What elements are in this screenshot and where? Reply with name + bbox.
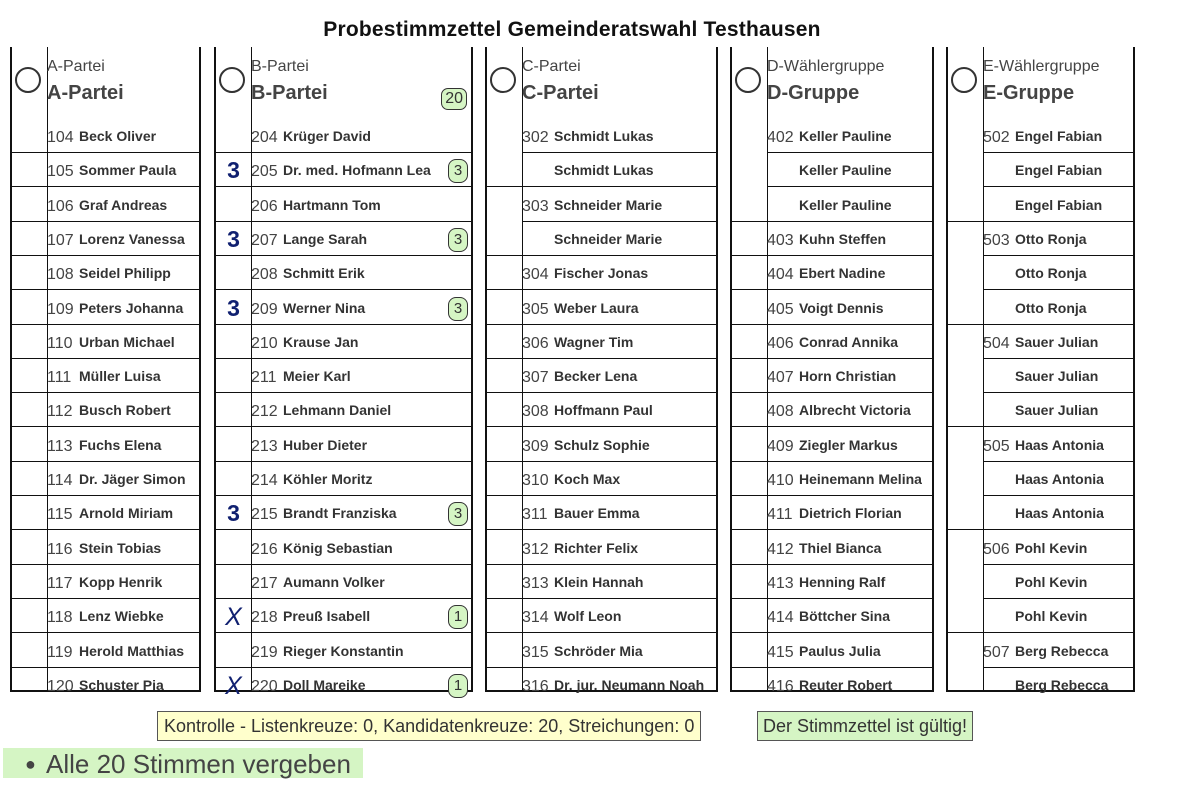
candidate-row[interactable] [216,565,471,599]
candidate-name: Sauer Julian [1015,333,1099,350]
candidate-number: 213 [251,437,278,455]
candidate-row[interactable] [12,325,199,359]
candidate-name: Keller Pauline [799,162,892,179]
candidate-name: Pohl Kevin [1015,539,1088,556]
candidate-row[interactable] [732,462,932,496]
candidate-name: Keller Pauline [799,128,892,144]
list-vote-circle[interactable] [490,67,516,93]
candidate-name: Schmidt Lukas [554,162,654,179]
candidate-row[interactable] [948,462,1133,496]
candidate-row[interactable] [732,188,932,222]
candidate-row[interactable] [732,291,932,325]
candidate-row[interactable] [948,531,1133,565]
candidate-name: Lorenz Vanessa [79,230,185,247]
candidate-row[interactable] [487,256,716,290]
candidate-vote-count: 1 [448,674,468,698]
candidate-number: 114 [47,472,73,489]
candidate-name: Bauer Emma [554,505,640,522]
candidate-row[interactable] [487,359,716,393]
candidate-row[interactable] [12,153,199,187]
candidate-number: 402 [767,129,794,146]
candidate-name: Busch Robert [79,402,171,419]
candidate-row[interactable] [732,599,932,633]
handwritten-mark: 3 [227,294,240,321]
candidate-row[interactable] [487,565,716,599]
candidate-name: Pohl Kevin [1015,573,1088,590]
candidate-number: 119 [47,643,73,661]
candidate-name: Koch Max [554,471,621,487]
candidate-number: 117 [47,574,73,592]
candidate-name: Preuß Isabell [283,608,371,625]
candidate-row[interactable] [12,565,199,599]
candidate-name: Brandt Franziska [283,505,397,522]
candidate-row[interactable] [487,531,716,565]
candidate-name: Sauer Julian [1015,402,1099,419]
candidate-row[interactable] [216,496,471,530]
handwritten-mark: 3 [227,500,240,527]
candidate-number: 504 [983,334,1010,352]
candidate-name: Ebert Nadine [799,265,886,282]
candidate-name: Urban Michael [79,333,175,350]
candidate-name: Richter Felix [554,539,639,556]
candidate-number: 104 [47,129,74,146]
candidate-name: Schneider Marie [554,230,663,247]
candidate-row[interactable] [216,359,471,393]
party-name: B-Partei [251,82,328,104]
candidate-number: 115 [47,506,73,524]
summary-text: Alle 20 Stimmen vergeben [46,749,351,779]
party-column-e [946,47,1135,692]
candidate-row[interactable] [732,359,932,393]
candidate-number: 503 [983,231,1010,249]
candidate-vote-count: 3 [448,502,468,526]
candidate-number: 404 [767,266,794,284]
candidate-number: 107 [47,231,74,249]
candidate-row[interactable] [948,291,1133,325]
candidate-row[interactable] [12,428,199,462]
candidate-row[interactable] [732,668,932,702]
candidate-number: 204 [251,129,278,146]
candidate-row[interactable] [216,428,471,462]
candidate-name: Otto Ronja [1015,265,1087,282]
candidate-number: 211 [251,369,277,387]
candidate-number: 303 [522,197,549,215]
candidate-number: 206 [251,197,278,215]
candidate-name: Dr. med. Hofmann Lea [283,162,431,179]
candidate-number: 113 [47,437,73,455]
candidate-number: 212 [251,403,278,421]
candidate-vote-count: 3 [448,297,468,321]
party-header [487,47,716,109]
candidate-row[interactable] [732,119,932,153]
candidate-name: Dr. Jäger Simon [79,471,186,487]
candidate-row[interactable] [487,222,716,256]
candidate-name: Schmitt Erik [283,265,365,282]
candidate-name: Stein Tobias [79,539,162,556]
party-column-d [730,47,934,695]
candidate-number: 112 [47,403,73,421]
candidate-vote-count: 3 [448,159,468,183]
candidate-name: Dr. jur. Neumann Noah [554,676,705,693]
candidate-row[interactable] [948,153,1133,187]
candidate-number: 217 [251,574,278,592]
candidate-number: 315 [522,643,549,661]
summary-list-item [3,748,363,778]
party-name: E-Gruppe [983,82,1075,104]
candidate-name: Schuster Pia [79,676,164,693]
candidate-number: 209 [251,300,278,318]
candidate-name: Schröder Mia [554,642,643,659]
candidate-row[interactable] [732,565,932,599]
candidate-name: Köhler Moritz [283,471,373,487]
candidate-row[interactable] [948,634,1133,668]
candidate-name: Dietrich Florian [799,505,902,522]
candidate-number: 414 [767,609,794,627]
candidate-name: Doll Mareike [283,676,366,693]
candidate-number: 207 [251,231,278,249]
candidate-number: 310 [522,472,549,489]
candidate-row[interactable] [12,531,199,565]
candidate-number: 302 [522,129,549,146]
party-column-b [214,47,473,700]
candidate-row[interactable] [12,496,199,530]
candidate-number: 215 [251,506,278,524]
candidate-row[interactable] [487,462,716,496]
candidate-number: 106 [47,197,74,215]
candidate-name: Engel Fabian [1015,196,1103,213]
candidate-number: 111 [47,369,72,387]
candidate-row[interactable] [216,325,471,359]
candidate-row[interactable] [732,325,932,359]
candidate-name: Wagner Tim [554,333,634,350]
candidate-row[interactable] [948,496,1133,530]
candidate-name: Berg Rebecca [1015,642,1109,659]
candidate-name: Pohl Kevin [1015,608,1088,625]
party-header [948,47,1133,109]
candidate-number: 415 [767,643,794,661]
candidate-row[interactable] [487,668,716,702]
candidate-number: 410 [767,472,794,489]
candidate-name: Lange Sarah [283,230,368,247]
candidate-row[interactable] [732,634,932,668]
candidate-row[interactable] [487,496,716,530]
party-label: D-Wählergruppe [767,58,885,75]
handwritten-mark: X [225,603,242,632]
party-header [216,47,471,109]
candidate-number: 416 [767,677,794,695]
candidate-row[interactable] [12,599,199,633]
candidate-number: 505 [983,437,1010,455]
candidate-name: Ziegler Markus [799,436,898,453]
candidate-number: 313 [522,574,549,592]
candidate-name: Beck Oliver [79,128,157,144]
candidate-row[interactable] [948,393,1133,427]
candidate-name: Keller Pauline [799,196,892,213]
candidate-row[interactable] [948,188,1133,222]
candidate-row[interactable] [216,256,471,290]
candidate-number: 316 [522,677,549,695]
candidate-number: 214 [251,472,278,489]
candidate-row[interactable] [948,565,1133,599]
candidate-row[interactable] [487,153,716,187]
candidate-row[interactable] [948,325,1133,359]
candidate-name: Fuchs Elena [79,436,162,453]
candidate-name: Weber Laura [554,299,639,316]
candidate-row[interactable] [216,153,471,187]
candidate-number: 108 [47,266,74,284]
candidate-name: Henning Ralf [799,573,886,590]
candidate-name: Fischer Jonas [554,265,649,282]
bullet-icon: ● [25,754,36,774]
candidate-number: 216 [251,540,278,558]
candidate-number: 309 [522,437,549,455]
candidate-vote-count: 1 [448,605,468,629]
candidate-name: Kopp Henrik [79,573,163,590]
candidate-name: Meier Karl [283,368,351,385]
candidate-name: Otto Ronja [1015,299,1087,316]
party-label: B-Partei [251,58,309,75]
candidate-name: Böttcher Sina [799,608,891,625]
candidate-number: 408 [767,403,794,421]
candidate-name: Sauer Julian [1015,368,1099,385]
candidate-number: 413 [767,574,794,592]
candidate-row[interactable] [216,634,471,668]
party-header [732,47,932,109]
candidate-number: 219 [251,643,278,661]
candidate-name: Reuter Robert [799,676,893,693]
party-label: A-Partei [47,58,105,75]
candidate-number: 116 [47,540,73,558]
candidate-name: Krause Jan [283,333,359,350]
party-header [12,47,199,109]
candidate-row[interactable] [487,325,716,359]
candidate-name: Haas Antonia [1015,471,1104,487]
control-status: Kontrolle - Listenkreuze: 0, Kandidatenkreuze: 20, Streichungen: 0 [157,711,701,741]
candidate-number: 411 [767,506,793,524]
candidate-row[interactable] [732,256,932,290]
candidate-name: Haas Antonia [1015,505,1104,522]
candidate-number: 220 [251,677,278,695]
candidate-row[interactable] [732,153,932,187]
party-vote-total: 20 [441,88,467,110]
candidate-row[interactable] [732,531,932,565]
party-name: C-Partei [522,82,599,104]
candidate-name: Hartmann Tom [283,196,381,213]
party-column-a [10,47,201,695]
candidate-row[interactable] [216,393,471,427]
candidate-number: 205 [251,163,278,181]
candidate-number: 403 [767,231,794,249]
candidate-row[interactable] [487,188,716,222]
candidate-number: 305 [522,300,549,318]
candidate-row[interactable] [12,634,199,668]
candidate-number: 502 [983,129,1010,146]
candidate-number: 412 [767,540,794,558]
candidate-name: Seidel Philipp [79,265,171,282]
candidate-name: Thiel Bianca [799,539,882,556]
candidate-row[interactable] [12,462,199,496]
candidate-name: Peters Johanna [79,299,184,316]
candidate-row[interactable] [487,119,716,153]
candidate-number: 407 [767,369,794,387]
candidate-name: Huber Dieter [283,436,368,453]
candidate-row[interactable] [12,256,199,290]
candidate-name: Herold Matthias [79,642,185,659]
candidate-row[interactable] [732,393,932,427]
candidate-name: Berg Rebecca [1015,676,1109,693]
candidate-row[interactable] [12,119,199,153]
candidate-name: Arnold Miriam [79,505,174,522]
candidate-row[interactable] [216,188,471,222]
candidate-number: 109 [47,300,74,318]
candidate-name: Engel Fabian [1015,128,1103,144]
candidate-row[interactable] [487,291,716,325]
candidate-number: 307 [522,369,549,387]
handwritten-mark: X [225,671,242,700]
candidate-row[interactable] [216,599,471,633]
candidate-name: Albrecht Victoria [799,402,911,419]
candidate-row[interactable] [948,256,1133,290]
candidate-name: Schmidt Lukas [554,128,654,144]
list-vote-circle[interactable] [735,67,761,93]
candidate-number: 218 [251,609,278,627]
candidate-row[interactable] [948,599,1133,633]
party-label: C-Partei [522,58,581,75]
candidate-number: 314 [522,609,549,627]
candidate-name: Voigt Dennis [799,299,884,316]
candidate-number: 406 [767,334,794,352]
candidate-name: Krüger David [283,128,371,144]
candidate-number: 506 [983,540,1010,558]
ballot-title: Probestimmzettel Gemeinderatswahl Testhausen [323,18,821,41]
candidate-row[interactable] [216,119,471,153]
candidate-row[interactable] [216,668,471,702]
candidate-row[interactable] [732,496,932,530]
list-vote-circle[interactable] [219,67,245,93]
candidate-number: 210 [251,334,278,352]
candidate-row[interactable] [12,188,199,222]
candidate-name: Sommer Paula [79,162,177,179]
candidate-row[interactable] [487,634,716,668]
candidate-name: König Sebastian [283,539,393,556]
candidate-name: Aumann Volker [283,573,385,590]
candidate-row[interactable] [487,428,716,462]
candidate-name: Conrad Annika [799,333,899,350]
candidate-number: 311 [522,506,548,524]
candidate-row[interactable] [948,428,1133,462]
candidate-number: 507 [983,643,1010,661]
candidate-name: Schneider Marie [554,196,663,213]
candidate-row[interactable] [12,393,199,427]
candidate-row[interactable] [948,359,1133,393]
candidate-number: 308 [522,403,549,421]
candidate-number: 306 [522,334,549,352]
candidate-name: Graf Andreas [79,196,168,213]
candidate-name: Otto Ronja [1015,230,1087,247]
handwritten-mark: 3 [227,157,240,184]
candidate-row[interactable] [948,668,1133,702]
candidate-row[interactable] [12,359,199,393]
party-column-c [485,47,718,695]
candidate-name: Lehmann Daniel [283,402,392,419]
candidate-row[interactable] [732,428,932,462]
candidate-row[interactable] [216,291,471,325]
candidate-name: Schulz Sophie [554,436,650,453]
candidate-number: 120 [47,677,74,695]
candidate-name: Heinemann Melina [799,471,922,487]
candidate-row[interactable] [216,462,471,496]
candidate-name: Paulus Julia [799,642,881,659]
candidate-row[interactable] [12,668,199,702]
candidate-vote-count: 3 [448,228,468,252]
candidate-name: Werner Nina [283,299,366,316]
candidate-row[interactable] [12,222,199,256]
candidate-row[interactable] [732,222,932,256]
candidate-name: Wolf Leon [554,608,622,625]
candidate-name: Engel Fabian [1015,162,1103,179]
list-vote-circle[interactable] [951,67,977,93]
candidate-row[interactable] [948,119,1133,153]
candidate-name: Lenz Wiebke [79,608,164,625]
candidate-number: 312 [522,540,549,558]
candidate-number: 118 [47,609,73,627]
candidate-row[interactable] [487,599,716,633]
candidate-name: Müller Luisa [79,368,161,385]
candidate-number: 304 [522,266,549,284]
candidate-row[interactable] [216,222,471,256]
candidate-name: Kuhn Steffen [799,230,887,247]
party-label: E-Wählergruppe [983,58,1100,75]
candidate-row[interactable] [948,222,1133,256]
party-name: A-Partei [47,82,124,104]
candidate-name: Horn Christian [799,368,897,385]
list-vote-circle[interactable] [15,67,41,93]
candidate-number: 105 [47,163,74,181]
candidate-number: 405 [767,300,794,318]
candidate-row[interactable] [487,393,716,427]
candidate-name: Hoffmann Paul [554,402,653,419]
candidate-row[interactable] [216,531,471,565]
candidate-name: Haas Antonia [1015,436,1104,453]
candidate-number: 208 [251,266,278,284]
candidate-number: 110 [47,334,73,352]
handwritten-mark: 3 [227,225,240,252]
candidate-name: Becker Lena [554,368,638,385]
party-name: D-Gruppe [767,82,860,104]
candidate-name: Klein Hannah [554,573,644,590]
validity-badge: Der Stimmzettel ist gültig! [757,711,973,741]
candidate-number: 409 [767,437,794,455]
candidate-name: Rieger Konstantin [283,642,404,659]
candidate-row[interactable] [12,291,199,325]
